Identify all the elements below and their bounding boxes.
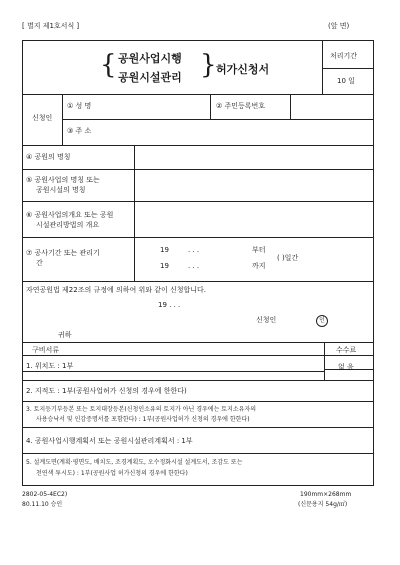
period-to: 까지	[252, 262, 266, 270]
document-item-2: 2. 지적도 : 1부(공원사업허가 신청의 경우에 한한다)	[26, 387, 187, 395]
separator-name	[62, 119, 374, 120]
separator-item3	[22, 427, 374, 428]
document-item-5-line1: 5. 설계도면(계획·평면도, 배치도, 조경계획도, 오수정화시설 설계도서, 조감도 또는	[26, 459, 243, 466]
declaration-text: 자연공원법 제22조의 규정에 의하여 위와 같이 신청합니다.	[26, 286, 207, 294]
left-brace: {	[100, 50, 117, 80]
fee-value: 없 음	[338, 363, 354, 371]
page-side-label: (앞 면)	[328, 22, 350, 30]
document-item-3-line1: 3. 토지등기부등본 또는 토지대장등본(신청인소유의 토지가 아닌 경우에는 토지소유자의	[26, 406, 257, 413]
documents-header: 구비서류	[32, 346, 60, 354]
separator-doc-header	[22, 355, 374, 356]
divider-applicant-label	[62, 94, 63, 145]
footer-paper: (신문용지 54g/㎡)	[298, 501, 348, 508]
form-number: [ 별지 제1호서식 ]	[22, 22, 80, 30]
park-name-label: ④ 공원의 명칭	[26, 153, 71, 161]
separator-park-name	[22, 169, 374, 170]
footer-size: 190mm×268mm	[300, 491, 352, 498]
footer-approval: 80.11.10 승인	[22, 501, 63, 508]
document-item-3-line2: 사용승낙서 및 인감증명서를 포함한다) : 1부(공원사업허가 신청의 경우에 한한다)	[36, 416, 250, 423]
process-period-label: 처리기간	[330, 52, 358, 60]
period-from: 부터	[252, 246, 266, 254]
separator-applicant	[22, 145, 374, 146]
address-label: ③ 주 소	[67, 127, 92, 135]
fee-label: 수수료	[336, 346, 357, 354]
separator-title	[22, 94, 374, 95]
separator-project-name	[22, 201, 374, 202]
document-item-1: 1. 위치도 : 1부	[26, 362, 74, 370]
separator-period	[22, 281, 374, 282]
overview-label-l1: ⑥ 공원사업의개요 또는 공원	[26, 211, 114, 219]
separator-overview	[22, 237, 374, 238]
document-item-5-line2: 천연색 투시도) : 1부(공원사업 허가신청의 경우에 한한다)	[36, 470, 188, 477]
recipient-label: 귀하	[58, 331, 72, 339]
seal-mark: 인	[316, 315, 328, 327]
divider-fee	[324, 342, 325, 380]
separator-declaration	[22, 342, 374, 343]
name-label: ① 성 명	[67, 102, 92, 110]
process-box-mid	[322, 68, 374, 69]
divider-items	[134, 145, 135, 281]
footer-code: 2802-05-4EC2)	[22, 491, 68, 498]
period-end-date: . . .	[188, 262, 200, 270]
separator-item1	[22, 380, 374, 381]
separator-item4	[22, 453, 374, 454]
period-label-l1: ⑦ 공사기간 또는 관리기	[26, 249, 100, 257]
process-box-divider	[322, 40, 323, 94]
divider-resident-value	[290, 94, 291, 119]
project-name-label-l2: 공원시설의 명칭	[36, 186, 86, 194]
title-line1: 공원사업시행	[118, 52, 182, 65]
process-period-value: 10 일	[337, 77, 355, 85]
overview-label-l2: 시설관리방법의 개요	[36, 221, 100, 229]
right-brace: }	[200, 50, 217, 80]
separator-item1-top	[22, 371, 324, 372]
period-duration: ( )일간	[277, 254, 299, 262]
period-label-l2: 간	[36, 259, 43, 267]
applicant-signature-label: 신청인	[256, 316, 277, 324]
period-start-year: 19	[160, 246, 169, 254]
divider-resident-id	[210, 94, 211, 119]
resident-id-label: ② 주민등록번호	[216, 102, 266, 110]
title-line2: 공원시설관리	[118, 71, 182, 84]
declaration-date: 19 . . .	[158, 301, 181, 309]
applicant-section-label: 신청인	[32, 114, 53, 122]
period-start-date: . . .	[188, 246, 200, 254]
period-end-year: 19	[160, 262, 169, 270]
title-suffix: 허가신청서	[216, 63, 270, 76]
separator-item2	[22, 401, 374, 402]
project-name-label-l1: ⑤ 공원사업의 명칭 또는	[26, 176, 100, 184]
document-item-4: 4. 공원사업시행계획서 또는 공원시설관리계획서 : 1부	[26, 437, 193, 445]
